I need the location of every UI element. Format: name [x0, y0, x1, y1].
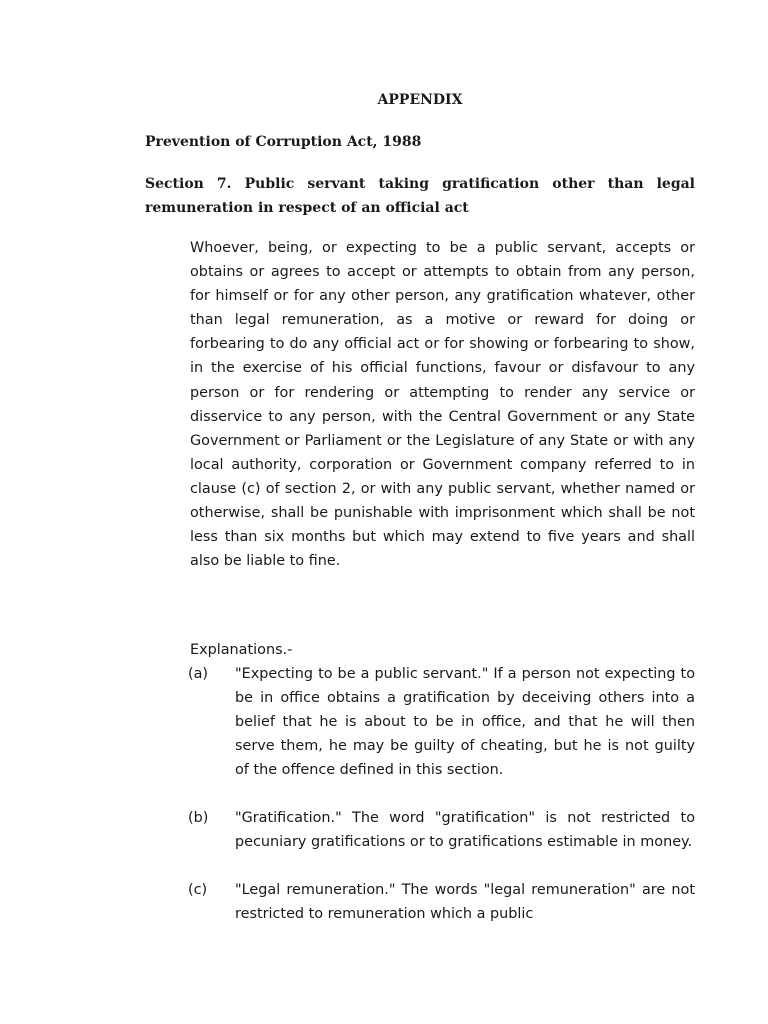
explanation-marker: (c)	[188, 882, 208, 898]
explanations-label: Explanations.-	[190, 642, 293, 658]
appendix-title: APPENDIX	[377, 92, 463, 108]
explanation-text: "Expecting to be a public servant." If a person not expecting to be in office obtains a gratification by deceiving others into a belief that he is about to be in office, and that he will then serve them, he may be guilty of cheating, but he is not guilty of the offence defined in this section.	[235, 666, 695, 779]
explanation-item-b	[188, 806, 695, 854]
explanation-marker: (a)	[188, 666, 209, 682]
explanation-item-c	[188, 878, 695, 926]
explanation-marker: (b)	[188, 810, 209, 826]
explanation-text: "Gratification." The word "gratification" is not restricted to pecuniary gratifications or to gratifications estimable in money.	[235, 810, 695, 851]
explanation-text: "Legal remuneration." The words "legal remuneration" are not restricted to remuneration which a public	[235, 882, 695, 923]
explanation-item-a	[188, 662, 695, 782]
section-heading: Section 7. Public servant taking gratification other than legal remuneration in respect of an official act	[145, 176, 695, 216]
act-title: Prevention of Corruption Act, 1988	[145, 134, 422, 150]
section-body-paragraph: Whoever, being, or expecting to be a public servant, accepts or obtains or agrees to accept or attempts to obtain from any person, for himself or for any other person, any gratification whatever, other than legal remuneration, as a motive or reward for doing or forbearing to do any official act or for showing or forbearing to show, in the exercise of his official functions, favour or disfavour to any person or for rendering or attempting to render any service or disservice to any person, with the Central Government or any State Government or Parliament or the Legislature of any State or with any local authority, corporation or Government company referred to in clause (c) of section 2, or with any public servant, whether named or otherwise, shall be punishable with imprisonment which shall be not less than six months but which may extend to five years and shall also be liable to fine.	[190, 240, 695, 570]
